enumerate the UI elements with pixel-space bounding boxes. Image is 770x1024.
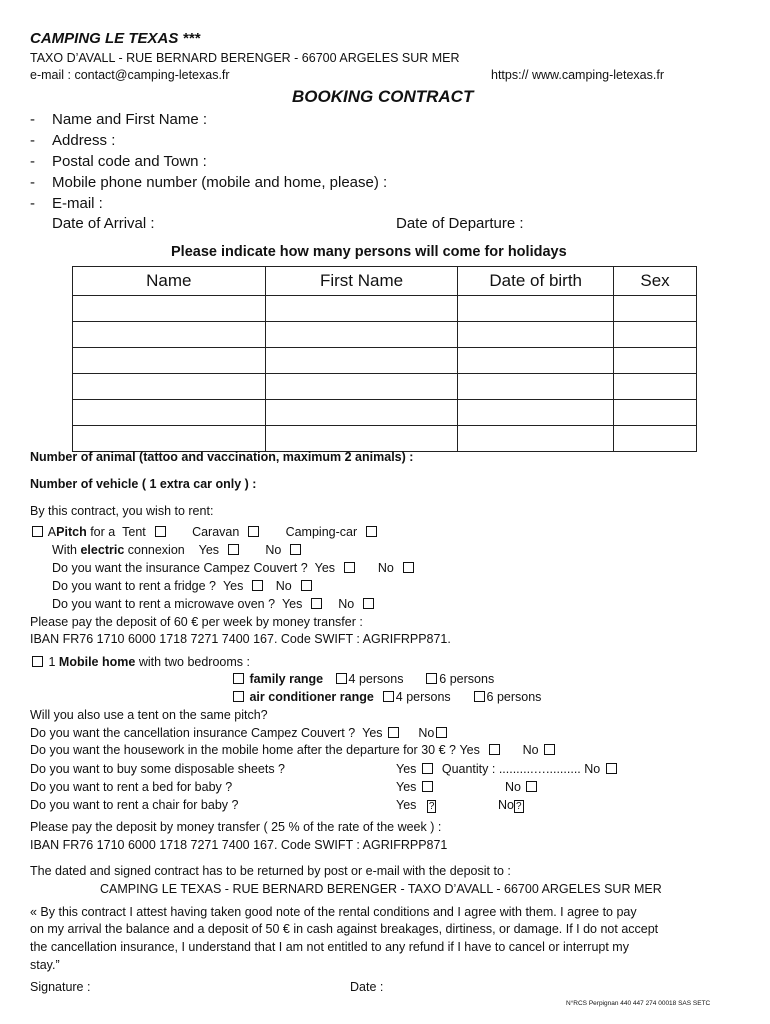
baby-chair-no-glyph[interactable]: ? <box>515 801 522 812</box>
return-address: CAMPING LE TEXAS - RUE BERNARD BERENGER - TAXO D’AVALL - 66700 ARGELES SUR MER <box>100 882 662 896</box>
col-name: Name <box>73 267 266 296</box>
pitch-line: APitch for a Tent Caravan Camping-car <box>30 525 379 539</box>
table-row[interactable] <box>73 296 697 322</box>
ac-6-persons-checkbox[interactable] <box>474 691 485 702</box>
baby-bed-no: No <box>505 780 539 794</box>
col-first-name: First Name <box>265 267 458 296</box>
table-row[interactable] <box>73 322 697 348</box>
cancel-insurance-line: Do you want the cancellation insurance Campez Couvert ? Yes No <box>30 726 449 740</box>
sheets-yes-checkbox[interactable] <box>422 763 433 774</box>
baby-chair-yes-glyph[interactable]: ? <box>428 801 435 812</box>
tent-question: Will you also use a tent on the same pitch? <box>30 708 268 722</box>
ac-range-checkbox[interactable] <box>233 691 244 702</box>
document-title: BOOKING CONTRACT <box>292 87 474 106</box>
family-range-checkbox[interactable] <box>233 673 244 684</box>
vehicles-field: Number of vehicle ( 1 extra car only ) : <box>30 477 257 491</box>
field-postal: - Postal code and Town : <box>30 153 207 170</box>
cancel-no-checkbox[interactable] <box>436 727 447 738</box>
baby-bed-yes-checkbox[interactable] <box>422 781 433 792</box>
family-range-line: family range 4 persons 6 persons <box>231 672 494 686</box>
family-4-persons-checkbox[interactable] <box>336 673 347 684</box>
pitch-checkbox[interactable] <box>32 526 43 537</box>
camp-name: CAMPING LE TEXAS *** <box>30 30 201 47</box>
table-row[interactable] <box>73 400 697 426</box>
signature-field: Signature : <box>30 980 91 994</box>
col-date-of-birth: Date of birth <box>458 267 614 296</box>
mobile-iban: IBAN FR76 1710 6000 1718 7271 7400 167. Code SWIFT : AGRIFRPP871 <box>30 838 448 852</box>
tent-checkbox[interactable] <box>155 526 166 537</box>
persons-heading: Please indicate how many persons will come for holidays <box>171 244 567 260</box>
caravan-checkbox[interactable] <box>248 526 259 537</box>
table-row[interactable] <box>73 348 697 374</box>
electric-yes-checkbox[interactable] <box>228 544 239 555</box>
field-departure: Date of Departure : <box>396 215 524 232</box>
return-note: The dated and signed contract has to be returned by post or e-mail with the deposit to : <box>30 864 511 878</box>
pitch-deposit: Please pay the deposit of 60 € per week by money transfer : <box>30 615 363 629</box>
attestation-line-2: on my arrival the balance and a deposit of 50 € in cash against breakages, dirtiness, or damage. If I do not accept <box>30 922 659 936</box>
baby-chair-question: Do you want to rent a chair for baby ? <box>30 798 239 812</box>
attestation-line-3: the cancellation insurance, I understand that I am not entitled to any refund if I have to cancel or interrupt my <box>30 940 629 954</box>
attestation-line-4: stay.” <box>30 958 60 972</box>
family-6-persons-checkbox[interactable] <box>426 673 437 684</box>
electric-no-checkbox[interactable] <box>290 544 301 555</box>
table-row[interactable] <box>73 374 697 400</box>
fridge-line: Do you want to rent a fridge ? Yes No <box>52 579 314 593</box>
persons-header-row <box>73 267 697 296</box>
field-arrival: Date of Arrival : <box>52 215 155 232</box>
field-phone: - Mobile phone number (mobile and home, please) : <box>30 174 388 191</box>
sheets-quantity[interactable]: Quantity : ..........….......... <box>441 762 581 776</box>
fridge-no-checkbox[interactable] <box>301 580 312 591</box>
date-field: Date : <box>350 980 384 994</box>
baby-chair-no: No ? <box>498 798 522 812</box>
baby-bed-options: Yes <box>396 780 435 794</box>
pitch-insurance-line: Do you want the insurance Campez Couvert ? Yes No <box>52 561 416 575</box>
camping-car-checkbox[interactable] <box>366 526 377 537</box>
camp-address: TAXO D’AVALL - RUE BERNARD BERENGER - 66700 ARGELES SUR MER <box>30 51 460 65</box>
mobile-home-checkbox[interactable] <box>32 656 43 667</box>
microwave-yes-checkbox[interactable] <box>311 598 322 609</box>
housework-no-checkbox[interactable] <box>544 744 555 755</box>
camp-website: https:// www.camping-letexas.fr <box>491 68 664 82</box>
cancel-yes-checkbox[interactable] <box>388 727 399 738</box>
table-row[interactable] <box>73 426 697 452</box>
baby-chair-options: Yes ? <box>396 798 435 812</box>
housework-line: Do you want the housework in the mobile home after the departure for 30 € ? Yes No <box>30 743 557 757</box>
electric-line: With electric connexion Yes No <box>52 543 303 557</box>
col-sex: Sex <box>614 267 697 296</box>
camp-email: e-mail : contact@camping-letexas.fr <box>30 68 230 82</box>
field-name: - Name and First Name : <box>30 111 208 128</box>
microwave-line: Do you want to rent a microwave oven ? Yes No <box>52 597 376 611</box>
sheets-no-checkbox[interactable] <box>606 763 617 774</box>
microwave-no-checkbox[interactable] <box>363 598 374 609</box>
rent-intro: By this contract, you wish to rent: <box>30 504 214 518</box>
pitch-insurance-yes-checkbox[interactable] <box>344 562 355 573</box>
housework-yes-checkbox[interactable] <box>489 744 500 755</box>
mobile-home-line: 1 Mobile home with two bedrooms : <box>30 655 250 669</box>
rcs-number: N°RCS Perpignan 440 447 274 00018 SAS SETC <box>566 1000 711 1007</box>
mobile-deposit: Please pay the deposit by money transfer ( 25 % of the rate of the week ) : <box>30 820 442 834</box>
fridge-yes-checkbox[interactable] <box>252 580 263 591</box>
pitch-insurance-no-checkbox[interactable] <box>403 562 414 573</box>
ac-range-line: air conditioner range 4 persons 6 persons <box>231 690 541 704</box>
persons-table <box>72 266 697 452</box>
field-address: - Address : <box>30 132 116 149</box>
baby-bed-question: Do you want to rent a bed for baby ? <box>30 780 233 794</box>
pitch-iban: IBAN FR76 1710 6000 1718 7271 7400 167. Code SWIFT : AGRIFRPP871. <box>30 632 451 646</box>
ac-4-persons-checkbox[interactable] <box>383 691 394 702</box>
star-rating: *** <box>182 30 201 47</box>
field-email: - E-mail : <box>30 195 103 212</box>
attestation-line-1: « By this contract I attest having taken good note of the rental conditions and I agree with them. I agree to pay <box>30 905 637 919</box>
animals-field: Number of animal (tattoo and vaccination, maximum 2 animals) : <box>30 450 414 464</box>
baby-bed-no-checkbox[interactable] <box>526 781 537 792</box>
sheets-question: Do you want to buy some disposable sheets ? <box>30 762 286 776</box>
sheets-options: Yes Quantity : ..........….......... No <box>396 762 619 776</box>
